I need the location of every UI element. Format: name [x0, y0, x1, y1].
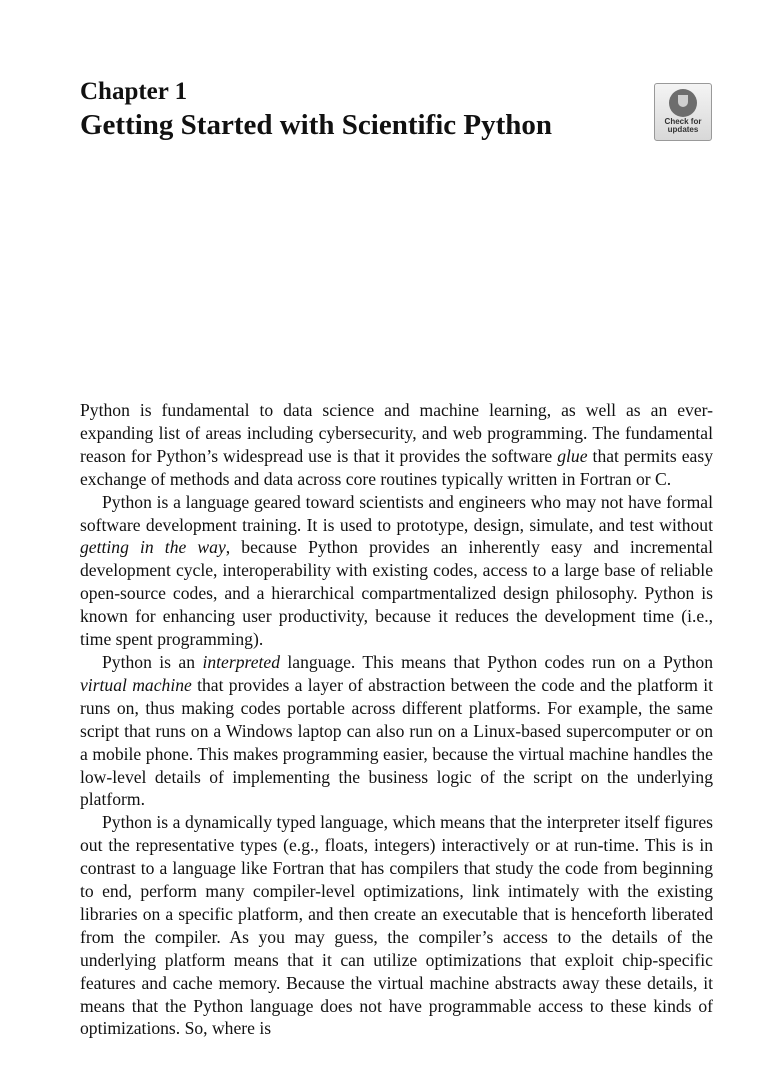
chapter-label: Chapter 1	[80, 78, 188, 105]
emphasis-text: glue	[557, 445, 588, 466]
paragraph	[80, 399, 713, 491]
text-run: that provides a layer of abstraction between the code and the platform it runs on, thus making codes portable across different platforms. For example, the same script that runs on a Windows laptop can also run on a Linux-based supercomputer or on a mobile phone. This makes programming easier, because the virtual machine handles the low-level details of implementing the business logic of the script on the underlying platform.	[80, 674, 713, 810]
emphasis-text: interpreted	[202, 651, 280, 672]
text-run: that permits easy exchange of methods and data across core routines typically written in Fortran or C.	[80, 445, 713, 489]
emphasis-text: virtual machine	[80, 674, 192, 695]
text-run: Python is a language geared toward scientists and engineers who may not have formal software development training. It is used to prototype, design, simulate, and test without	[80, 491, 713, 535]
text-run: , because Python provides an inherently easy and incremental development cycle, interoperability with existing codes, access to a large base of reliable open-source codes, and a hierarchical compartmentalized design philosophy. Python is known for enhancing user productivity, because it reduces the development time (i.e., time spent programming).	[80, 537, 713, 650]
text-run: language. This means that Python codes run on a Python	[280, 651, 714, 672]
text-run: Python is a dynamically typed language, which means that the interpreter itself figures out the representative types (e.g., floats, integers) interactively or at run-time. This is in contrast to a language like Fortran that has compilers that study the code from beginning to end, perform many compiler-level optimizations, link intimately with the existing libraries on a specific platform, and then create an executable that is henceforth liberated from the compiler. As you may guess, the compiler’s access to the details of the underlying platform means that it can utilize optimizations that exploit chip-specific features and cache memory. Because the virtual machine abstracts away these details, it means that the Python language does not have programmable access to these kinds of optimizations. So, where is	[80, 812, 713, 1039]
body-text	[80, 399, 713, 1040]
badge-text: Check for updates	[664, 117, 702, 134]
bookmark-icon	[669, 89, 697, 117]
paragraph	[80, 651, 713, 811]
paragraph	[80, 491, 713, 651]
check-for-updates-badge[interactable]	[654, 83, 712, 141]
emphasis-text: getting in the way	[80, 537, 226, 558]
chapter-title: Getting Started with Scientific Python	[80, 109, 553, 141]
text-run: Python is fundamental to data science and machine learning, as well as an ever-expanding list of areas including cybersecurity, and web programming. The fundamental reason for Python’s widespread use is that it provides the software	[80, 400, 713, 466]
paragraph	[80, 811, 713, 1040]
text-run: Python is an	[102, 651, 203, 672]
